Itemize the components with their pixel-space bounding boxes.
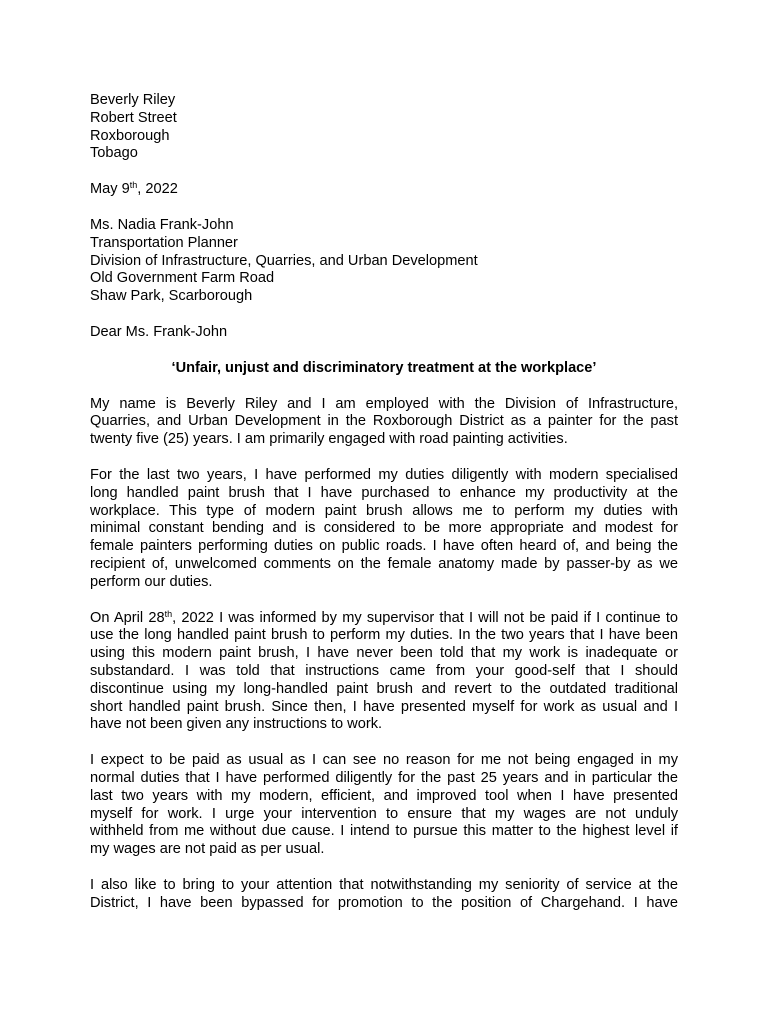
para3-rest: , 2022 I was informed by my supervisor that I will not be paid if I continue to [172,609,679,626]
paragraph-line [90,610,678,628]
paragraph-line: last two years with my modern, efficient, and improved tool when I have presented [90,787,678,804]
paragraph-line: twenty five (25) years. I am primarily engaged with road painting activities. [90,431,568,448]
para3-prefix: On April 28 [90,609,165,626]
paragraph-line: For the last two years, I have performed my duties diligently with modern specialised [90,466,678,483]
paragraph-4 [90,752,678,859]
paragraph-line: normal duties that I have performed diligently for the past 25 years and in particular the [90,769,678,786]
paragraph-line: myself for work. I urge your intervention to ensure that my wages are not unduly [90,805,678,822]
recipient-name: Ms. Nadia Frank-John [90,216,234,233]
letter-page [90,92,678,912]
paragraph-line: My name is Beverly Riley and I am employed with the Division of Infrastructure, [90,395,678,412]
paragraph-line: have not been given any instructions to work. [90,716,383,733]
sender-address [90,92,678,163]
paragraph-line: recipient of, unwelcomed comments on the female anatomy made by passer-by as we [90,555,678,572]
subject-heading: ‘Unfair, unjust and discriminatory treatment at the workplace’ [171,359,597,376]
sender-island: Tobago [90,145,138,162]
paragraph-2 [90,467,678,592]
letter-date [90,181,678,199]
paragraph-line: my wages are not paid as per usual. [90,841,325,858]
para3-ordinal-suffix: th [164,608,173,619]
recipient-area: Shaw Park, Scarborough [90,288,253,305]
paragraph-line: use the long handled paint brush to perform my duties. In the two years that I have been [90,627,678,644]
paragraph-line: I also like to bring to your attention that notwithstanding my seniority of service at the [90,876,678,893]
recipient-road: Old Government Farm Road [90,270,275,287]
paragraph-line: discontinue using my long-handled paint brush and revert to the outdated traditional [90,680,678,697]
recipient-division: Division of Infrastructure, Quarries, and Urban Development [90,252,478,269]
paragraph-line: short handled paint brush. Since then, I have presented myself for work as usual and I [90,698,678,715]
paragraph-line: District, I have been bypassed for promotion to the position of Chargehand. I have [90,894,678,911]
date-ordinal-suffix: th [129,180,138,191]
paragraph-line: withheld from me without due cause. I intend to pursue this matter to the highest level if [90,823,678,840]
paragraph-line: workplace. This type of modern paint brush allows me to perform my duties with [90,502,678,519]
paragraph-1 [90,396,678,449]
paragraph-line: perform our duties. [90,573,213,590]
paragraph-line: Quarries, and Urban Development in the Roxborough District as a painter for the past [90,413,678,430]
sender-name: Beverly Riley [90,92,176,108]
paragraph-line: minimal constant bending and is considered to be more appropriate and modest for [90,520,678,537]
paragraph-line: I expect to be paid as usual as I can see no reason for me not being engaged in my [90,752,678,769]
paragraph-5 [90,877,678,913]
recipient-title: Transportation Planner [90,234,238,251]
paragraph-line: using this modern paint brush, I have never been told that my work is inadequate or [90,645,678,662]
salutation: Dear Ms. Frank-John [90,323,228,340]
recipient-address [90,217,678,306]
paragraph-line: female painters performing duties on public roads. I have often heard of, and being the [90,538,678,555]
date-year: , 2022 [137,181,178,198]
sender-town: Roxborough [90,127,170,144]
paragraph-line: long handled paint brush that I have purchased to enhance my productivity at the [90,484,678,501]
sender-street: Robert Street [90,109,177,126]
paragraph-3 [90,610,678,735]
date-month-day: May 9 [90,181,130,198]
paragraph-line: substandard. I was told that instructions came from your good-self that I should [90,662,678,679]
